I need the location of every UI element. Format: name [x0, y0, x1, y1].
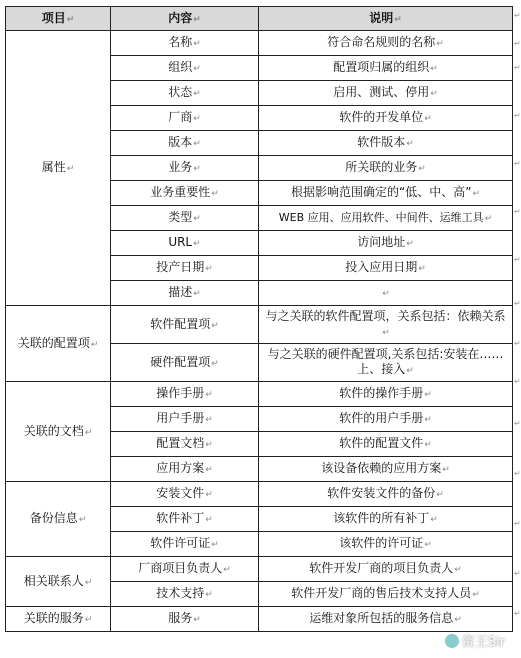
- header-row: [6, 7, 513, 31]
- header-item: 项目↵: [6, 7, 111, 31]
- group-cell: 关联的文档↵: [6, 382, 111, 482]
- row-end-mark: ↵: [514, 569, 521, 578]
- group-cell: 相关联系人↵: [6, 557, 111, 607]
- content-cell: 配置文档↵: [111, 432, 259, 457]
- row-end-mark: ↵: [514, 609, 521, 618]
- content-cell: 硬件配置项↵: [111, 344, 259, 382]
- description-cell: 软件的用户手册↵: [259, 407, 513, 432]
- row-end-mark: ↵: [514, 11, 521, 20]
- content-cell: URL↵: [111, 231, 259, 256]
- content-cell: 技术支持↵: [111, 582, 259, 607]
- description-cell: 符合命名规则的名称↵: [259, 31, 513, 56]
- table-row: [6, 31, 513, 56]
- content-cell: 用户手册↵: [111, 407, 259, 432]
- content-cell: 业务重要性↵: [111, 181, 259, 206]
- description-cell: 根据影响范围确定的“低、中、高”↵: [259, 181, 513, 206]
- description-cell: ↵: [259, 281, 513, 306]
- content-cell: 状态↵: [111, 81, 259, 106]
- content-cell: 厂商↵: [111, 106, 259, 131]
- content-cell: 投产日期↵: [111, 256, 259, 281]
- header-description: 说明↵: [259, 7, 513, 31]
- content-cell: 软件配置项↵: [111, 306, 259, 344]
- description-cell: 软件版本↵: [259, 131, 513, 156]
- row-end-mark: ↵: [514, 159, 521, 168]
- description-cell: 软件的配置文件↵: [259, 432, 513, 457]
- content-cell: 业务↵: [111, 156, 259, 181]
- watermark: [445, 631, 505, 650]
- row-end-mark: ↵: [514, 339, 521, 348]
- description-cell: 所关联的业务↵: [259, 156, 513, 181]
- content-cell: 安装文件↵: [111, 482, 259, 507]
- row-end-mark: ↵: [514, 469, 521, 478]
- table-row: [6, 482, 513, 507]
- row-end-mark: ↵: [514, 39, 521, 48]
- row-end-mark: ↵: [514, 299, 521, 308]
- description-cell: 软件安装文件的备份↵: [259, 482, 513, 507]
- description-cell: 启用、测试、停用↵: [259, 81, 513, 106]
- content-cell: 操作手册↵: [111, 382, 259, 407]
- row-end-mark: ↵: [514, 519, 521, 528]
- content-cell: 版本↵: [111, 131, 259, 156]
- description-cell: 配置项归属的组织↵: [259, 56, 513, 81]
- description-cell: 该设备依赖的应用方案↵: [259, 457, 513, 482]
- row-end-mark: ↵: [514, 111, 521, 120]
- header-content: 内容↵: [111, 7, 259, 31]
- description-cell: 软件的操作手册↵: [259, 382, 513, 407]
- content-cell: 服务↵: [111, 607, 259, 632]
- description-cell: 该软件的许可证↵: [259, 532, 513, 557]
- group-cell: 关联的配置项↵: [6, 306, 111, 382]
- group-cell: 备份信息↵: [6, 482, 111, 557]
- row-end-mark: ↵: [514, 419, 521, 428]
- description-cell: 软件的开发单位↵: [259, 106, 513, 131]
- row-end-mark: ↵: [514, 207, 521, 216]
- content-cell: 软件补丁↵: [111, 507, 259, 532]
- content-cell: 软件许可证↵: [111, 532, 259, 557]
- table-row: [6, 557, 513, 582]
- row-end-mark: ↵: [514, 63, 521, 72]
- description-cell: 软件开发厂商的售后技术支持人员↵: [259, 582, 513, 607]
- row-end-mark: ↵: [514, 377, 521, 386]
- table-row: [6, 607, 513, 632]
- group-cell: 关联的服务↵: [6, 607, 111, 632]
- group-cell: 属性↵: [6, 31, 111, 306]
- watermark-text: 资王Sir: [461, 635, 505, 650]
- description-cell: 运维对象所包括的服务信息↵: [259, 607, 513, 632]
- description-cell: 与之关联的硬件配置项,关系包括:安装在……上、接入↵: [259, 344, 513, 382]
- content-cell: 名称↵: [111, 31, 259, 56]
- content-cell: 组织↵: [111, 56, 259, 81]
- description-cell: WEB 应用、应用软件、中间件、运维工具↵: [259, 206, 513, 231]
- description-cell: 访问地址↵: [259, 231, 513, 256]
- content-cell: 描述↵: [111, 281, 259, 306]
- description-cell: 软件开发厂商的项目负责人↵: [259, 557, 513, 582]
- content-cell: 类型↵: [111, 206, 259, 231]
- description-cell: 该软件的所有补丁↵: [259, 507, 513, 532]
- table-row: [6, 382, 513, 407]
- content-cell: 应用方案↵: [111, 457, 259, 482]
- row-end-mark: ↵: [514, 255, 521, 264]
- description-cell: 投入应用日期↵: [259, 256, 513, 281]
- table-row: [6, 306, 513, 344]
- description-cell: 与之关联的软件配置项，关系包括：依赖关系↵: [259, 306, 513, 344]
- ci-attribute-table: [5, 6, 513, 632]
- content-cell: 厂商项目负责人↵: [111, 557, 259, 582]
- wechat-logo-icon: [445, 634, 459, 648]
